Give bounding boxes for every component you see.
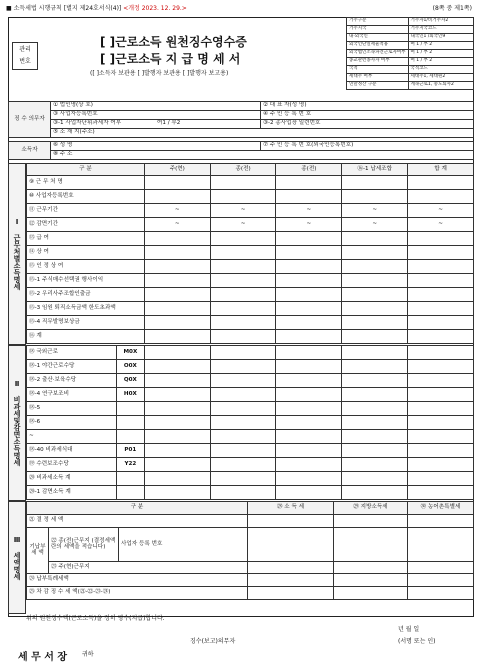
work-row-cell[interactable] bbox=[408, 260, 474, 274]
nontax-row-label: ⑱-1 야간근로수당 bbox=[27, 360, 117, 374]
status-row bbox=[347, 26, 474, 34]
nontax-row-cell[interactable] bbox=[408, 374, 474, 388]
tax-determined-income[interactable] bbox=[248, 515, 334, 528]
nontax-row-cell[interactable] bbox=[342, 374, 408, 388]
nontax-row-cell[interactable] bbox=[342, 472, 408, 486]
work-row-cell[interactable] bbox=[408, 316, 474, 330]
tax-special-label: ㉔ 납부특례세액 bbox=[27, 574, 248, 587]
earner-section-label: 소득자 bbox=[9, 142, 51, 160]
status-label: 외국인단일세율적용 bbox=[347, 42, 409, 50]
work-row-label: ⑯ 계 bbox=[27, 330, 145, 344]
work-row-cell[interactable] bbox=[210, 302, 276, 316]
earner-resident-number[interactable]: ⑦ 주 민 등 록 번 호(외국인등록번호) bbox=[261, 142, 474, 151]
nontax-row-label: ⑱-5 bbox=[27, 402, 117, 416]
nontax-row bbox=[27, 472, 474, 486]
footer-date[interactable]: 년 월 일 bbox=[398, 626, 420, 633]
nontax-row bbox=[27, 486, 474, 500]
work-row-label: ⑭ 상 여 bbox=[27, 246, 145, 260]
work-row-cell[interactable] bbox=[210, 176, 276, 190]
title-line-2: [ ]근로소득 지 급 명 세 서 bbox=[100, 52, 241, 66]
payer-resident-number[interactable]: ④ 주 민 등 록 번 호 bbox=[261, 111, 474, 120]
nontax-row-cell[interactable] bbox=[276, 388, 342, 402]
work-head-cell: 종(전) bbox=[276, 164, 342, 176]
tax-office-honorific: 귀하 bbox=[82, 651, 94, 658]
nontax-row-code bbox=[116, 486, 144, 500]
nontax-row-code bbox=[116, 472, 144, 486]
nontax-row-label: ⑲ 수련보조수당 bbox=[27, 458, 117, 472]
nontax-row-code bbox=[116, 430, 144, 444]
nontax-row-label: ⑱-4 연구보조비 bbox=[27, 388, 117, 402]
nontax-row-cell[interactable] bbox=[210, 388, 276, 402]
nontax-row-cell[interactable] bbox=[408, 444, 474, 458]
nontax-row-cell[interactable] bbox=[342, 402, 408, 416]
unit-tax-label: ③-1 사업자단위과세자 여부 bbox=[53, 120, 122, 127]
work-row-cell[interactable] bbox=[342, 316, 408, 330]
tax-office-name: 세 무 서 장 bbox=[18, 652, 68, 663]
work-row-cell[interactable] bbox=[342, 260, 408, 274]
status-value[interactable]: 여 1 / 부 2 bbox=[408, 42, 473, 50]
nontax-row-cell[interactable] bbox=[408, 402, 474, 416]
nontax-row-cell[interactable] bbox=[144, 374, 210, 388]
tax-balance-income[interactable] bbox=[248, 587, 334, 600]
nontax-row-cell[interactable] bbox=[342, 346, 408, 360]
status-label: 외국법인소속파견근로자여부 bbox=[347, 50, 409, 58]
tax-special-local[interactable] bbox=[334, 574, 408, 587]
status-row bbox=[347, 74, 474, 82]
work-row-cell[interactable] bbox=[144, 246, 210, 260]
status-row bbox=[347, 66, 474, 74]
nontax-row-label: ⑱-2 출산·보육수당 bbox=[27, 374, 117, 388]
nontax-row-code: Q0X bbox=[116, 374, 144, 388]
work-row-cell[interactable] bbox=[210, 274, 276, 288]
nontax-row-cell[interactable] bbox=[276, 416, 342, 430]
tax-current-rural[interactable] bbox=[408, 562, 474, 574]
work-row bbox=[27, 288, 474, 302]
work-row-cell[interactable] bbox=[408, 288, 474, 302]
work-row-cell[interactable]: ~ bbox=[276, 204, 342, 218]
work-row-cell[interactable] bbox=[276, 246, 342, 260]
work-row-label: ⑮-1 주식매수선택권 행사이익 bbox=[27, 274, 145, 288]
work-row-cell[interactable] bbox=[144, 176, 210, 190]
tax-previous-local[interactable] bbox=[334, 528, 408, 562]
status-label: 거주구분 bbox=[347, 18, 409, 26]
nontax-row-cell[interactable] bbox=[210, 374, 276, 388]
status-value[interactable]: 세대주1, 세대원2 bbox=[408, 74, 473, 82]
work-head-cell: 종(전) bbox=[210, 164, 276, 176]
admin-number-box[interactable] bbox=[12, 42, 38, 70]
status-value[interactable]: 여 1 / 부 2 bbox=[408, 58, 473, 66]
title-subtitle: ([ ]소득자 보관용 [ ]발행자 보관용 [ ]발행자 보고용) bbox=[90, 70, 229, 77]
nontax-row-label: ⑳ 비과세소득 계 bbox=[27, 472, 117, 486]
tax-prepaid-label: 기납부 세 액 bbox=[27, 528, 49, 574]
work-row-cell[interactable]: ~ bbox=[342, 204, 408, 218]
work-row-label: ⑮-2 우리사주조합인출금 bbox=[27, 288, 145, 302]
work-row-label: ⑪ 근무기간 bbox=[27, 204, 145, 218]
status-value[interactable]: 내국인1 /외국인9 bbox=[408, 34, 473, 42]
payer-unit-tax-flag[interactable] bbox=[51, 120, 261, 129]
tax-balance-rural[interactable] bbox=[408, 587, 474, 600]
footer-statement: 위의 원천징수액(근로소득)을 정히 영수(지급)합니다. bbox=[26, 615, 165, 622]
tax-previous-income[interactable] bbox=[248, 528, 334, 562]
work-row-cell[interactable] bbox=[144, 232, 210, 246]
work-row-cell[interactable] bbox=[210, 190, 276, 204]
nontax-row-code bbox=[116, 402, 144, 416]
earner-address[interactable]: ⑧ 주 소 bbox=[51, 151, 474, 160]
status-label: 종교관련종사자 여부 bbox=[347, 58, 409, 66]
work-row bbox=[27, 302, 474, 316]
footer-signature[interactable]: (서명 또는 인) bbox=[398, 638, 436, 645]
work-row-label: ⑨ 근 무 처 명 bbox=[27, 176, 145, 190]
status-label: 내·외국인 bbox=[347, 34, 409, 42]
work-row-cell[interactable] bbox=[408, 176, 474, 190]
work-section-label-text: Ⅰ 근무처별소득명세 bbox=[13, 218, 21, 290]
tax-special-rural[interactable] bbox=[408, 574, 474, 587]
work-row bbox=[27, 232, 474, 246]
work-row-cell[interactable] bbox=[342, 232, 408, 246]
nontax-section-label-text: Ⅱ 비과세및감면소득명세 bbox=[13, 380, 21, 466]
work-head-row bbox=[27, 164, 474, 176]
nontax-row-cell[interactable] bbox=[276, 360, 342, 374]
work-row-cell[interactable] bbox=[342, 330, 408, 344]
work-row-cell[interactable] bbox=[408, 302, 474, 316]
work-row-cell[interactable] bbox=[342, 246, 408, 260]
nontax-row-label: ~ bbox=[27, 430, 117, 444]
nontax-row-cell[interactable] bbox=[276, 346, 342, 360]
work-income-table bbox=[26, 163, 474, 344]
nontax-row-cell[interactable] bbox=[408, 360, 474, 374]
tax-head-category: 구 분 bbox=[27, 502, 248, 515]
nontax-row-label: ⑱ 국외근로 bbox=[27, 346, 117, 360]
earner-section bbox=[8, 141, 474, 160]
work-row-cell[interactable] bbox=[144, 330, 210, 344]
nontax-row-label: ⑳-1 감면소득 계 bbox=[27, 486, 117, 500]
work-section-label bbox=[8, 163, 26, 345]
work-row bbox=[27, 330, 474, 344]
nontax-row-cell[interactable] bbox=[144, 416, 210, 430]
nontax-row-cell[interactable] bbox=[408, 388, 474, 402]
nontax-row-code: P01 bbox=[116, 444, 144, 458]
nontax-row-cell[interactable] bbox=[144, 360, 210, 374]
work-row-cell[interactable] bbox=[408, 190, 474, 204]
tax-current-work-label: ㉓ 주(현)근무지 bbox=[49, 562, 248, 574]
form-ref-text: ■ 소득세법 시행규칙 [별지 제24호서식(4)] bbox=[6, 5, 122, 12]
work-row-cell[interactable] bbox=[144, 316, 210, 330]
payer-business-number[interactable]: ③ 사업자등록번호 bbox=[51, 111, 261, 120]
nontax-section-label bbox=[8, 345, 26, 501]
nontax-row-cell[interactable] bbox=[408, 486, 474, 500]
work-row-cell[interactable] bbox=[144, 288, 210, 302]
nontax-row-cell[interactable] bbox=[276, 486, 342, 500]
nontax-row-label: ⑱-40 비과세식대 bbox=[27, 444, 117, 458]
nontax-row bbox=[27, 402, 474, 416]
revision-date: <개정 2023. 12. 29.> bbox=[123, 5, 187, 12]
work-row-cell[interactable] bbox=[276, 302, 342, 316]
nontax-row-cell[interactable] bbox=[408, 430, 474, 444]
tax-determined-local[interactable] bbox=[334, 515, 408, 528]
nontax-row-code bbox=[116, 416, 144, 430]
tax-head-rural: ㉚ 농어촌특별세 bbox=[408, 502, 474, 515]
work-row-cell[interactable]: ~ bbox=[144, 218, 210, 232]
nontax-row bbox=[27, 374, 474, 388]
nontax-row-cell[interactable] bbox=[144, 444, 210, 458]
nontax-row-cell[interactable] bbox=[408, 416, 474, 430]
nontax-row-cell[interactable] bbox=[342, 430, 408, 444]
work-row-cell[interactable]: ~ bbox=[210, 204, 276, 218]
nontax-row-cell[interactable] bbox=[144, 472, 210, 486]
nontax-row-cell[interactable] bbox=[210, 346, 276, 360]
payer-representative[interactable]: ② 대 표 자(성 명) bbox=[261, 102, 474, 111]
status-label: 국적 bbox=[347, 66, 409, 74]
nontax-row-cell[interactable] bbox=[210, 486, 276, 500]
admin-label-2: 번호 bbox=[19, 58, 31, 65]
work-row bbox=[27, 274, 474, 288]
work-row-cell[interactable] bbox=[210, 288, 276, 302]
nontax-row-cell[interactable] bbox=[408, 472, 474, 486]
work-row-cell[interactable] bbox=[144, 260, 210, 274]
work-row bbox=[27, 218, 474, 232]
nontax-row bbox=[27, 444, 474, 458]
tax-balance-label: ㉕ 차 감 징 수 세 액(㉑-㉒-㉓-㉔) bbox=[27, 587, 248, 600]
work-row-cell[interactable] bbox=[408, 274, 474, 288]
nontax-row-cell[interactable] bbox=[342, 360, 408, 374]
work-row-cell[interactable] bbox=[408, 246, 474, 260]
payer-company-name[interactable]: ① 법인명(상 호) bbox=[51, 102, 261, 111]
work-row-cell[interactable]: ~ bbox=[408, 204, 474, 218]
status-value[interactable]: 여 1 / 부 2 bbox=[408, 50, 473, 58]
nontax-row-cell[interactable] bbox=[210, 444, 276, 458]
work-row bbox=[27, 316, 474, 330]
work-row bbox=[27, 204, 474, 218]
tax-balance-local[interactable] bbox=[334, 587, 408, 600]
work-row bbox=[27, 190, 474, 204]
nontax-row-cell[interactable] bbox=[408, 346, 474, 360]
payer-address[interactable]: ⑤ 소 재 지(주소) bbox=[51, 129, 474, 138]
work-row-cell[interactable] bbox=[210, 330, 276, 344]
nontax-row bbox=[27, 430, 474, 444]
work-head-cell: 합 계 bbox=[408, 164, 474, 176]
nontax-row-cell[interactable] bbox=[276, 402, 342, 416]
nontax-row-cell[interactable] bbox=[210, 430, 276, 444]
work-row bbox=[27, 176, 474, 190]
nontax-row-cell[interactable] bbox=[342, 486, 408, 500]
work-row bbox=[27, 246, 474, 260]
nontax-row bbox=[27, 458, 474, 472]
status-table bbox=[346, 17, 474, 90]
status-row bbox=[347, 58, 474, 66]
nontax-row bbox=[27, 360, 474, 374]
page-reference: (8쪽 중 제1쪽) bbox=[432, 5, 472, 12]
work-row-cell[interactable] bbox=[210, 232, 276, 246]
work-row-label: ⑮-4 직무발명보상금 bbox=[27, 316, 145, 330]
work-row-cell[interactable] bbox=[144, 302, 210, 316]
work-row-cell[interactable] bbox=[210, 316, 276, 330]
nontax-row bbox=[27, 346, 474, 360]
tax-previous-business-number[interactable]: 사업자 등록 번호 bbox=[119, 528, 248, 562]
nontax-row-cell[interactable] bbox=[276, 374, 342, 388]
work-row-cell[interactable]: ~ bbox=[210, 218, 276, 232]
status-row bbox=[347, 82, 474, 90]
tax-determined-rural[interactable] bbox=[408, 515, 474, 528]
work-row-cell[interactable] bbox=[276, 330, 342, 344]
nontax-row bbox=[27, 388, 474, 402]
work-row-cell[interactable]: ~ bbox=[276, 218, 342, 232]
status-label: 세대주 여부 bbox=[347, 74, 409, 82]
nontax-row-cell[interactable] bbox=[210, 360, 276, 374]
earner-name[interactable]: ⑥ 성 명 bbox=[51, 142, 261, 151]
admin-label: 관리 bbox=[19, 46, 31, 53]
status-row bbox=[347, 50, 474, 58]
nontax-row-cell[interactable] bbox=[144, 458, 210, 472]
nontax-row-cell[interactable] bbox=[276, 430, 342, 444]
work-row-label: ⑮-3 임원 퇴직소득금액 한도초과액 bbox=[27, 302, 145, 316]
status-value[interactable]: 거주지국코드 bbox=[408, 26, 473, 34]
nontax-row-cell[interactable] bbox=[144, 402, 210, 416]
work-row-cell[interactable] bbox=[342, 274, 408, 288]
nontax-row-cell[interactable] bbox=[276, 472, 342, 486]
work-row-cell[interactable] bbox=[276, 316, 342, 330]
nontax-row-cell[interactable] bbox=[276, 458, 342, 472]
nontax-row-cell[interactable] bbox=[210, 458, 276, 472]
form-reference bbox=[6, 6, 187, 12]
work-row-label: ⑮ 인 정 상 여 bbox=[27, 260, 145, 274]
work-row-cell[interactable] bbox=[144, 274, 210, 288]
nontax-row-cell[interactable] bbox=[210, 402, 276, 416]
status-row bbox=[347, 42, 474, 50]
nontax-row-cell[interactable] bbox=[408, 458, 474, 472]
tax-head-local: ㉙ 지방소득세 bbox=[334, 502, 408, 515]
work-head-cell: 주(현) bbox=[144, 164, 210, 176]
work-row-cell[interactable] bbox=[276, 176, 342, 190]
work-row-cell[interactable] bbox=[342, 190, 408, 204]
nontax-row-cell[interactable] bbox=[144, 346, 210, 360]
work-row-cell[interactable] bbox=[210, 260, 276, 274]
nontax-row-cell[interactable] bbox=[276, 444, 342, 458]
nontax-row-label: ⑱-6 bbox=[27, 416, 117, 430]
work-row-cell[interactable] bbox=[342, 288, 408, 302]
status-label: 거주지국 bbox=[347, 26, 409, 34]
nontax-row-cell[interactable] bbox=[342, 416, 408, 430]
status-value[interactable]: 거주자1/비거주자2 bbox=[408, 18, 473, 26]
work-row-cell[interactable] bbox=[276, 274, 342, 288]
tax-section-label-text: Ⅲ 세액명세 bbox=[13, 535, 21, 580]
work-row-cell[interactable] bbox=[210, 246, 276, 260]
status-row bbox=[347, 34, 474, 42]
title-line-1: [ ]근로소득 원천징수영수증 bbox=[100, 35, 247, 49]
work-row-cell[interactable] bbox=[276, 288, 342, 302]
work-row-cell[interactable] bbox=[408, 232, 474, 246]
tax-previous-work-label: ㉒ 종(전)근무지 (결정세액란의 세액을 적습니다) bbox=[49, 528, 119, 562]
nontax-row-code: H0X bbox=[116, 388, 144, 402]
payer-section-label: 징 수 의무자 bbox=[9, 102, 51, 138]
work-row-cell[interactable] bbox=[342, 302, 408, 316]
nontax-table bbox=[26, 345, 474, 500]
work-row-cell[interactable] bbox=[408, 330, 474, 344]
status-value[interactable]: 계속근로1, 중도퇴사2 bbox=[408, 82, 473, 90]
work-row-label: ⑬ 급 여 bbox=[27, 232, 145, 246]
work-head-cell: 구 분 bbox=[27, 164, 145, 176]
work-row-cell[interactable] bbox=[276, 232, 342, 246]
work-row-cell[interactable]: ~ bbox=[144, 204, 210, 218]
nontax-row-code: M0X bbox=[116, 346, 144, 360]
nontax-row-cell[interactable] bbox=[144, 430, 210, 444]
tax-head-income: ㉘ 소 득 세 bbox=[248, 502, 334, 515]
nontax-row-cell[interactable] bbox=[144, 486, 210, 500]
tax-section-label bbox=[8, 501, 26, 614]
work-row-label: ⑩ 사업자등록번호 bbox=[27, 190, 145, 204]
work-row-cell[interactable] bbox=[144, 190, 210, 204]
tax-previous-rural[interactable] bbox=[408, 528, 474, 562]
unit-tax-value: 여1 / 부2 bbox=[156, 120, 181, 127]
status-value[interactable]: 국적코드 bbox=[408, 66, 473, 74]
nontax-row-cell[interactable] bbox=[210, 416, 276, 430]
nontax-row bbox=[27, 416, 474, 430]
tax-current-local[interactable] bbox=[334, 562, 408, 574]
nontax-row-cell[interactable] bbox=[342, 444, 408, 458]
nontax-row-code: O0X bbox=[116, 360, 144, 374]
tax-table bbox=[26, 501, 474, 600]
work-head-cell: ⑯-1 납세조합 bbox=[342, 164, 408, 176]
tax-determined-label: ㉑ 결 정 세 액 bbox=[27, 515, 248, 528]
work-row-cell[interactable] bbox=[276, 260, 342, 274]
footer-payer-label: 징수(보고)의무자 bbox=[190, 638, 236, 645]
nontax-row-cell[interactable] bbox=[210, 472, 276, 486]
nontax-row-cell[interactable] bbox=[144, 388, 210, 402]
tax-current-income[interactable] bbox=[248, 562, 334, 574]
work-row bbox=[27, 260, 474, 274]
nontax-row-code: Y22 bbox=[116, 458, 144, 472]
payer-branch-number[interactable]: ③-2 종사업장 일련번호 bbox=[261, 120, 474, 129]
work-row-cell[interactable]: ~ bbox=[342, 218, 408, 232]
work-row-cell[interactable]: ~ bbox=[408, 218, 474, 232]
work-row-cell[interactable] bbox=[276, 190, 342, 204]
nontax-row-cell[interactable] bbox=[342, 458, 408, 472]
nontax-row-cell[interactable] bbox=[342, 388, 408, 402]
status-label: 연말정산 구분 bbox=[347, 82, 409, 90]
work-row-cell[interactable] bbox=[342, 176, 408, 190]
tax-special-income[interactable] bbox=[248, 574, 334, 587]
payer-section bbox=[8, 101, 474, 138]
work-row-label: ⑫ 감면기간 bbox=[27, 218, 145, 232]
status-row bbox=[347, 18, 474, 26]
